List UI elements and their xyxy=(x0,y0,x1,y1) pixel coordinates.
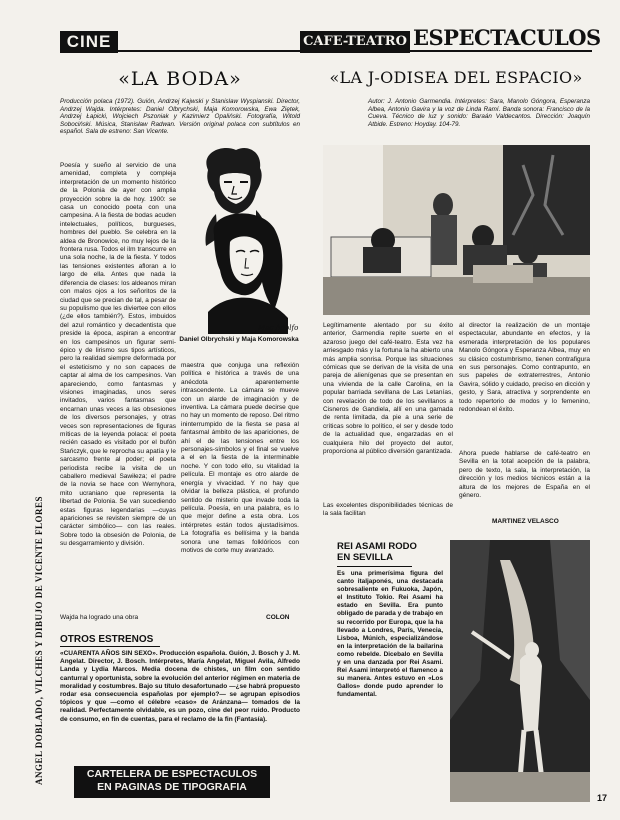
la-boda-column-1: Poesía y sueño al servicio de una amenidad, completa y compleja interpretación de un momento histórico de la Polonia de ayer con amplia proyección sobre la de hoy. 1900: se casa un conocido poeta con una campesina. A la fiesta de bodas acuden intelectuales, políticos, burgueses, hombres del pueblo. Se celebra en la aldea de Bronowice, no muy lejos de la frontera rusa. Todos el ilm transcurre en una sola noche, la de la fiesta. Y todos las tensiones existentes afloran a lo largo de ella. Antes que nada la diferencia de clases: los aldeanos miran con malos ojos a los señoritos de la ciudad que se precian de tal, a pesar de su populismo que les diviertee con ellos (¿de ellos también?). Estos, imbuidos del azul romántico y decadentista que preside la época, aspiran a encontrar en los campesinos un figurar semi-épico y de lirismo sus tipos artísticos, pero la realidad siempre deformada por el esteticismo y no son capaces de captar al alma de los campesinos. Van apareciendo, como fantasmas y visiones imaginadas, unos seres invitados, varios fantasmas que encarnan unas veces a las obsesiones de los diversos personajes, y otras veces son representaciones de figuras míticas de la leyenda polaca: el poeta recién casado es visitado por el bufón Stańczyk, que le reprocha su apatía y le sarcasmo frente al poder; el poeta periodista recibe la visita de un caballero medieval Sawiłeza; el padre de la novia se hace con Wernyhora, mito ucraniano que representa la libertad de Polonia. Se van sucediendo estas figuras legendarias —cuyas apariciones se revisten siempre de un carácter simbólico— con las reales. Sobre todo la obsesión de Polonia, de su desgarramiento y división. xyxy=(60,162,176,548)
caricature-caption: Daniel Olbrychski y Maja Komorowska xyxy=(179,336,299,343)
odisea-author: MARTINEZ VELASCO xyxy=(492,518,559,525)
la-boda-author: COLON xyxy=(266,614,290,621)
la-boda-column-1-end: Wajda ha logrado una obra xyxy=(60,614,139,621)
la-boda-column-2: maestra que conjuga una reflexión política e histórica a través de una anécdota aparentemente intrascendente. La cámara se mueve con un alarde de imaginación y de inventiva. La cámara puede decirse que no hay un momento de reposo. Del ritmo ininterrumpido de la fiesta se pasa al fantasmal ámbito de las apariciones, de ahí el de las tensiones entre los personajes-símbolos y el final se vuelve a el en la fiesta de la interminable noche. Y con todo ello, su vitalidad la película. El montaje es otro alarde de energía y vivacidad. Y no hay que olvidar la belleza plástica, el profundo sentido de misterio que invade toda la película. Poesía, en una palabra, es lo que mejor define a esta obra. Los intérpretes están todos ajustadísimos. La fotografía es bellísima y la banda sonora une temas folklóricos con motivos de corte muy avanzado. xyxy=(181,362,299,554)
la-boda-credits: Producción polaca (1972). Guión, Andrzej Kajwski y Stanislaw Wyspianski. Director, Andrzej Wajda. Intérpretes: Daniel Olbrychski, Maja Komorowska, Ewa Ziętek, Andrzej Łapicki, Wojciech Pszoniak y Kazimierz Opaliński. Fotografía, Witold Sobociński. Música, Stanisław Radwan. Versión original polaca con subtítulos en español. Sala de estreno: San Vicente. xyxy=(60,98,300,136)
theatre-scene-photo xyxy=(323,145,590,315)
cartelera-banner xyxy=(74,766,270,798)
caricature-signature: Mac Adolfo xyxy=(258,324,299,332)
odisea-column-1-b: Las excelentes disponibilidades técnicas de la sala facilitan xyxy=(323,502,453,518)
header-rule-left xyxy=(118,50,300,52)
odisea-column-2: al director la realización de un montaje espectacular, abundante en efectos, y la esmerada interpretación de los populares Manolo Góngora y Esperanza Albea, muy en su clásico costumbrismo, tienen contrafigura en sus personajes. Como contrapunto, en sus papeles de extraterrestres, Antonio Gavira, sólido y cuidado, preciso en dicción y gesto, y Sara, atractiva y sorprendente en todo repertorio de modos y lo femenino, redondean el éxito. xyxy=(459,322,590,414)
page-number: 17 xyxy=(597,793,608,803)
article-title-odisea: «LA J-ODISEA DEL ESPACIO» xyxy=(329,68,583,87)
rei-asami-title-line-2: EN SEVILLA xyxy=(337,552,393,563)
cartelera-line-1: CARTELERA DE ESPECTACULOS xyxy=(86,768,258,780)
rei-asami-title-line-1: REI ASAMI RODO xyxy=(337,541,417,552)
cartelera-line-2: EN PAGINAS DE TIPOGRAFIA xyxy=(97,781,247,793)
header-rule-right xyxy=(410,50,592,52)
dancer-photo xyxy=(450,540,590,802)
section-label-cine: CINE xyxy=(60,31,118,53)
theatre-scene-image xyxy=(323,145,590,315)
section-label-cafe-teatro: CAFE-TEATRO xyxy=(300,31,410,53)
odisea-credits: Autor: J. Antonio Garmendia. Intérpretes: Sara, Manolo Góngora, Esperanza Albea, Antonio Gavira y la voz de Linda Ramí. Banda sonora: Francisco de la Cueva. Técnico de luz y sonido: Baraán Valdecantos. Dirección: Joaquín Atbide. Estreno: Hoyday. 104-79. xyxy=(368,98,590,128)
otros-estrenos-text: «CUARENTA AÑOS SIN SEXO». Producción española. Guión, J. Bosch y J. M. Angelat. Director, J. Bosch. Intérpretes, María Angelat, Miguel Avila, Alfredo Landa y Lydia Marcos. Media docena de chistes, un film con sentido canturral y oportunista, sobre la evolución del anterior régimen en materia de moralidad y costumbres. Bajo su título desafortunado —¿se habrá propuesto rodar esa consecuencia españolas por ejemplo?— se agrupan episodios tópicos y que —como el célebre «caso» de Aránzana— tomados de la realidad. Perfectamente olvidable, es un pozo, cine del peor ruido. Producto de consumo, en fin de cuentas, para el reclamo de la fin (Fantasía). xyxy=(60,650,300,723)
rei-asami-text: Es una primerísima figura del canto italjaponés, una destacada sobresaliente en Fukuoka, Japón, el Instituto Tokio. Rei Asami ha estado en Sevilla. Era punto obligado de parada y de trabajo en su recorrido por Europa, que la ha llevado a Londres, París, Venecia, Lisboa, Múnich, especializándose en la interpretación de la bailarina como rebelde. Dicebalo en Sevilla y en una danzada por Rei Asami. Rei Asami interpretó el flamenco a su manera. Antes estuvo en «Los Gallos» donde pudo aprender lo fundamental. xyxy=(337,570,443,699)
odisea-column-2-b: Ahora puede hablarse de café-teatro en Sevilla en la total acepción de la palabra, pero de texto, la sala, la interpretación, la dirección y los medios técnicos están a la altura de los mejores de España en el género. xyxy=(459,450,590,500)
caricature-drawing xyxy=(178,142,300,334)
dancer-image xyxy=(450,540,590,802)
rei-asami-title xyxy=(337,541,417,563)
article-title-la-boda: «LA BODA» xyxy=(118,68,242,90)
otros-estrenos-title: OTROS ESTRENOS xyxy=(60,634,154,645)
caricature-illustration xyxy=(178,142,300,334)
odisea-column-1: Legítimamente alentado por su éxito anterior, Garmendia repite suerte en el azaroso juego del café-teatro. Esta vez ha arriesgado más y la fortuna la ha abierto una más amplia sonrisa. Porque las situaciones cómicas que se derivan de la visita de una pareja de alienígenas que se presentan en una vivienda de la calle Carolina, en la popular barriada sevillana de Las Letanías, con revelación de todo de los sevillanos a Cisneros de Gandiela, allí en una gamada de renta limitada, da pie a una serie de críticas sobre lo político, el ser y desde todo de la actualidad que, engarzadas en el cualquiera hilo del proyecto del autor, proporciona al público diversión garantizada. xyxy=(323,322,453,456)
side-credit: ANGEL DOBLADO, VILCHES Y DIBUJO DE VICENTE FLORES xyxy=(34,495,44,785)
rei-asami-rule xyxy=(337,566,412,567)
section-title-espectaculos: ESPECTACULOS xyxy=(413,25,601,50)
otros-estrenos-rule xyxy=(60,646,160,647)
